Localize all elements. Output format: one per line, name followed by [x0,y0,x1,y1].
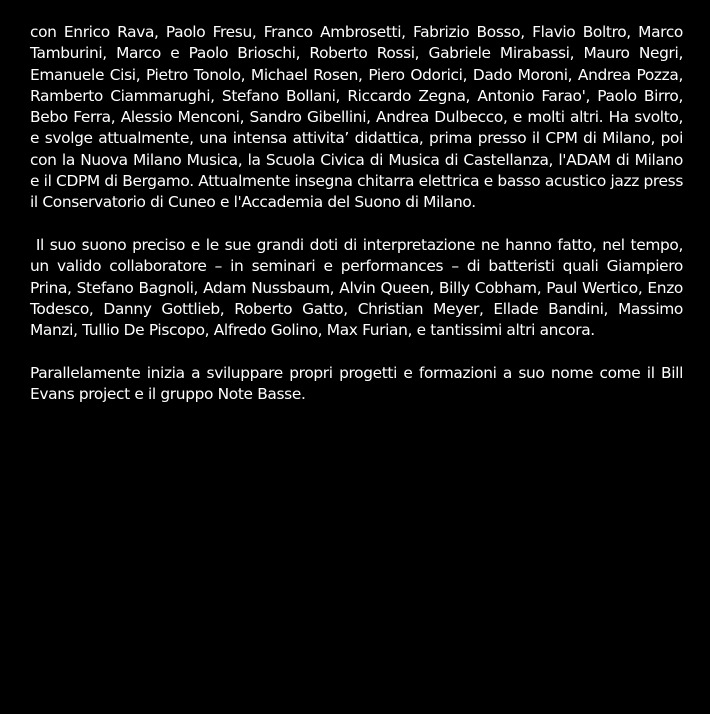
paragraph-projects: Parallelamente inizia a sviluppare propri progetti e formazioni a suo nome come il Bill Evans project e il gruppo Note Basse. [30,363,683,404]
biography-text [30,22,688,427]
paragraph-collaborations-teaching: con Enrico Rava, Paolo Fresu, Franco Ambrosetti, Fabrizio Bosso, Flavio Boltro, Marco Tamburini, Marco e Paolo Brioschi, Roberto Rossi, Gabriele Mirabassi, Mauro Negri, Emanuele Cisi, Pietro Tonolo, Michael Rosen, Piero Odorici, Dado Moroni, Andrea Pozza, Ramberto Ciammarughi, Stefano Bollani, Riccardo Zegna, Antonio Farao', Paolo Birro, Bebo Ferra, Alessio Menconi, Sandro Gibellini, Andrea Dulbecco, e molti altri. Ha svolto, e svolge attualmente, una intensa attivita’ didattica, prima presso il CPM di Milano, poi con la Nuova Milano Musica, la Scuola Civica di Musica di Castellanza, l'ADAM di Milano e il CDPM di Bergamo. Attualmente insegna chitarra elettrica e basso acustico jazz press il Conservatorio di Cuneo e l'Accademia del Suono di Milano. [30,23,683,212]
paragraph-drummers: Il suo suono preciso e le sue grandi doti di interpretazione ne hanno fatto, nel tempo, un valido collaboratore – in seminari e performances – di batteristi quali Giampiero Prina, Stefano Bagnoli, Adam Nussbaum, Alvin Queen, Billy Cobham, Paul Wertico, Enzo Todesco, Danny Gottlieb, Roberto Gatto, Christian Meyer, Ellade Bandini, Massimo Manzi, Tullio De Piscopo, Alfredo Golino, Max Furian, e tantissimi altri ancora. [30,235,688,340]
